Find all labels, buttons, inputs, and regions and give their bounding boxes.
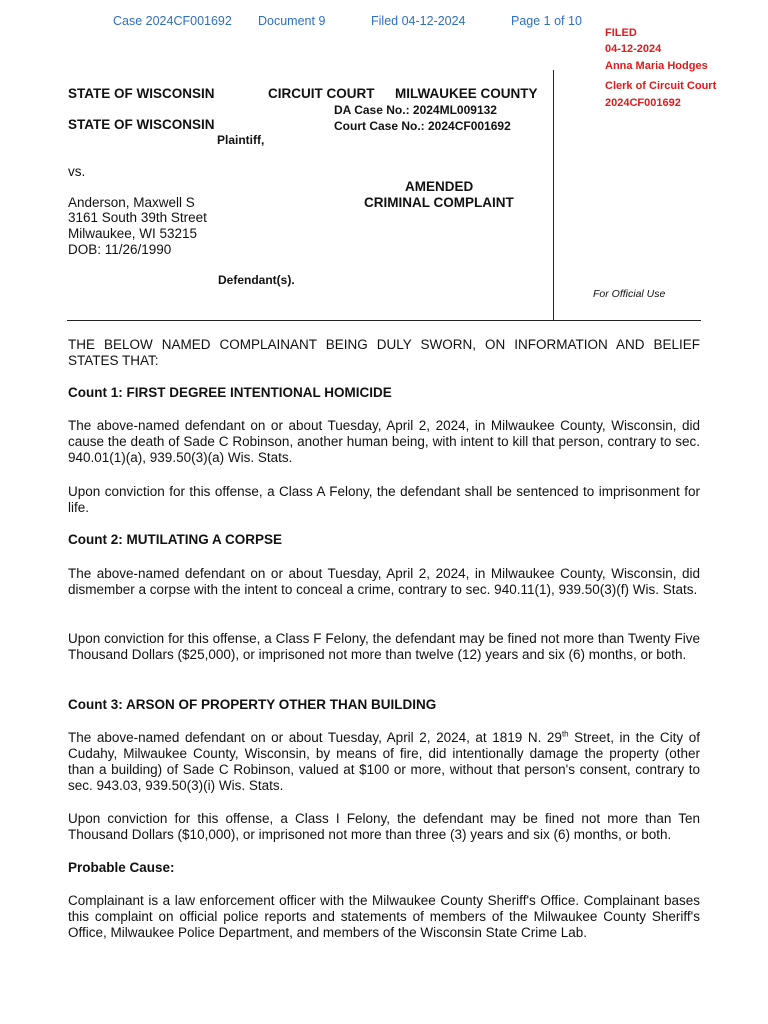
document-title-amended: AMENDED — [405, 179, 474, 194]
count-3-penalty-text: Upon conviction for this offense, a Class I Felony, the defendant may be fined not more than Ten Thousand Dollars ($10,000), or imprisoned not more than three (3) years and six (6) months, or both. — [68, 811, 700, 842]
defendant-dob: DOB: 11/26/1990 — [68, 242, 172, 257]
caption-divider-vertical — [553, 70, 554, 320]
count-3-charge-text — [68, 730, 700, 794]
defendant-name: Anderson, Maxwell S — [68, 195, 195, 210]
count-3-charge-pre: The above-named defendant on or about Tuesday, April 2, 2024, at 1819 N. 29 — [68, 730, 562, 745]
court-case-number: Court Case No.: 2024CF001692 — [334, 119, 511, 133]
da-case-number: DA Case No.: 2024ML009132 — [334, 103, 497, 117]
count-1-penalty — [68, 484, 700, 516]
defendant-address-street: 3161 South 39th Street — [68, 210, 207, 225]
plaintiff-state: STATE OF WISCONSIN — [68, 117, 215, 132]
probable-cause-text: Complainant is a law enforcement officer with the Milwaukee County Sheriff's Office. Complainant bases this complaint on official police reports and statements of members of the Milwaukee County Sheriff's Office, Milwaukee Police Department, and members of the Wisconsin State Crime Lab. — [68, 893, 700, 940]
filed-label: FILED — [605, 27, 637, 39]
count-2-penalty-text: Upon conviction for this offense, a Class F Felony, the defendant may be fined not more than Twenty Five Thousand Dollars ($25,000), or imprisoned not more than twelve (12) years and six (6) months, or both. — [68, 631, 700, 662]
count-2-penalty — [68, 631, 700, 663]
count-3-heading: Count 3: ARSON OF PROPERTY OTHER THAN BUILDING — [68, 697, 437, 712]
official-use-label: For Official Use — [593, 288, 666, 300]
filed-date: 04-12-2024 — [605, 43, 662, 55]
court-type: CIRCUIT COURT — [268, 86, 375, 101]
caption-divider-horizontal — [67, 320, 701, 321]
count-1-penalty-text: Upon conviction for this offense, a Class A Felony, the defendant shall be sentenced to imprisonment for life. — [68, 484, 700, 515]
count-1-charge-text: The above-named defendant on or about Tuesday, April 2, 2024, in Milwaukee County, Wisconsin, did cause the death of Sade C Robinson, another human being, with intent to kill that person, contrary to sec. 940.01(1)(a), 939.50(3)(a) Wis. Stats. — [68, 418, 700, 465]
count-1 — [68, 385, 700, 401]
count-2-charge — [68, 566, 700, 598]
case-number-header: Case 2024CF001692 — [113, 14, 232, 28]
count-1-charge — [68, 418, 700, 466]
versus: vs. — [68, 164, 86, 179]
defendant-address-city: Milwaukee, WI 53215 — [68, 226, 198, 241]
filed-case-number: 2024CF001692 — [605, 97, 681, 109]
court-state: STATE OF WISCONSIN — [68, 86, 215, 101]
probable-cause-heading: Probable Cause: — [68, 860, 175, 875]
document-number-header: Document 9 — [258, 14, 326, 28]
plaintiff-label: Plaintiff, — [217, 133, 265, 147]
clerk-title: Clerk of Circuit Court — [605, 80, 717, 92]
count-2-charge-text: The above-named defendant on or about Tuesday, April 2, 2024, in Milwaukee County, Wisconsin, did dismember a corpse with the intent to conceal a crime, contrary to sec. 940.11(1), 939.50(3)(f) Wis. Stats. — [68, 566, 700, 597]
intro-statement — [68, 337, 700, 369]
page-indicator: Page 1 of 10 — [511, 14, 582, 28]
filed-date-header: Filed 04-12-2024 — [371, 14, 466, 28]
court-county: MILWAUKEE COUNTY — [395, 86, 538, 101]
probable-cause-body — [68, 893, 700, 941]
count-3-charge-post: Street, in the City of Cudahy, Milwaukee County, Wisconsin, by means of fire, did intentionally damage the property (other than a building) of Sade C Robinson, valued at $100 or more, without that person's consent, contrary to sec. 943.03, 939.50(3)(i) Wis. Stats. — [68, 730, 700, 793]
count-2 — [68, 532, 700, 548]
count-3 — [68, 697, 700, 713]
count-3-penalty — [68, 811, 700, 843]
count-3-charge — [68, 730, 700, 794]
intro-text: THE BELOW NAMED COMPLAINANT BEING DULY SWORN, ON INFORMATION AND BELIEF STATES THAT: — [68, 337, 700, 368]
document-title: CRIMINAL COMPLAINT — [364, 195, 514, 210]
count-2-heading: Count 2: MUTILATING A CORPSE — [68, 532, 282, 547]
count-3-charge-superscript: th — [561, 729, 569, 739]
clerk-name: Anna Maria Hodges — [605, 60, 708, 72]
count-1-heading: Count 1: FIRST DEGREE INTENTIONAL HOMICIDE — [68, 385, 392, 400]
probable-cause-section — [68, 860, 700, 876]
defendant-label: Defendant(s). — [218, 273, 295, 287]
